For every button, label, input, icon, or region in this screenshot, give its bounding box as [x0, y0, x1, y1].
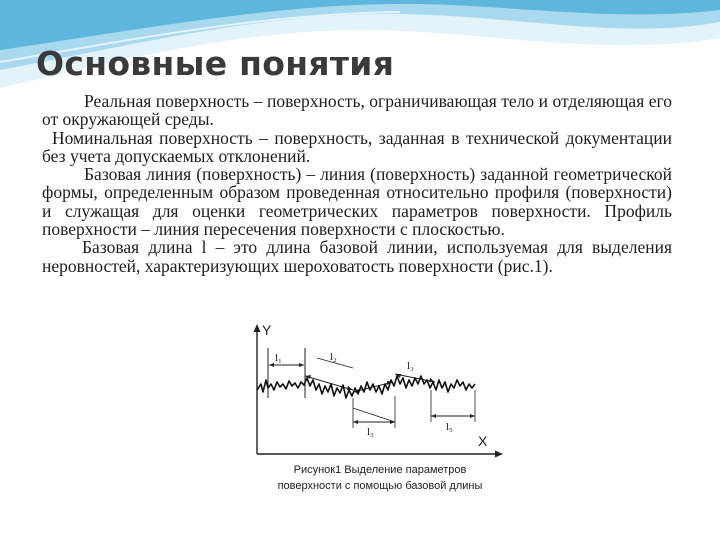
caption-line-1: Рисунок1 Выделение параметров [293, 464, 467, 476]
x-axis-arrow [495, 451, 503, 458]
profile-figure [235, 318, 505, 523]
length-label-l3-top: l₃ [407, 360, 414, 372]
surface-profile [257, 376, 475, 398]
base-line-segment [353, 408, 395, 422]
paragraph-nominal-surface: Номинальная поверхность – поверхность, заданная в технической документации без учета допускаемых отклонений. [42, 127, 672, 166]
caption-line-2: поверхности с помощью базовой длины [277, 480, 483, 492]
length-label-l1: l₁ [275, 352, 282, 364]
y-axis-arrow [254, 324, 261, 332]
profile-diagram [235, 318, 505, 468]
length-label-l5: l₅ [446, 421, 453, 433]
y-axis-label: Y [262, 322, 272, 338]
paragraph-real-surface: Реальная поверхность – поверхность, ограничивающая тело и отделяющая его от окружающей среды. [42, 91, 672, 130]
figure-caption [255, 462, 505, 494]
body-text [42, 92, 672, 275]
length-label-l3-bottom: l₃ [367, 426, 374, 438]
length-label-l2: l₂ [330, 351, 337, 363]
paragraph-base-length: Базовая длина l – это длина базовой линии, используемая для выделения неровностей, характеризующих шероховатость поверхности (рис.1). [42, 237, 672, 276]
paragraph-base-line: Базовая линия (поверхность) – линия (поверхность) заданной геометрической формы, определенным образом проведенная относительно профиля (поверхности) и служащая для оценки геометрических параметров поверхности. Профиль поверхности – линия пересечения поверхности с плоскостью. [42, 164, 672, 240]
slide-title: Основные понятия [36, 44, 395, 83]
x-axis-label: X [478, 433, 488, 449]
